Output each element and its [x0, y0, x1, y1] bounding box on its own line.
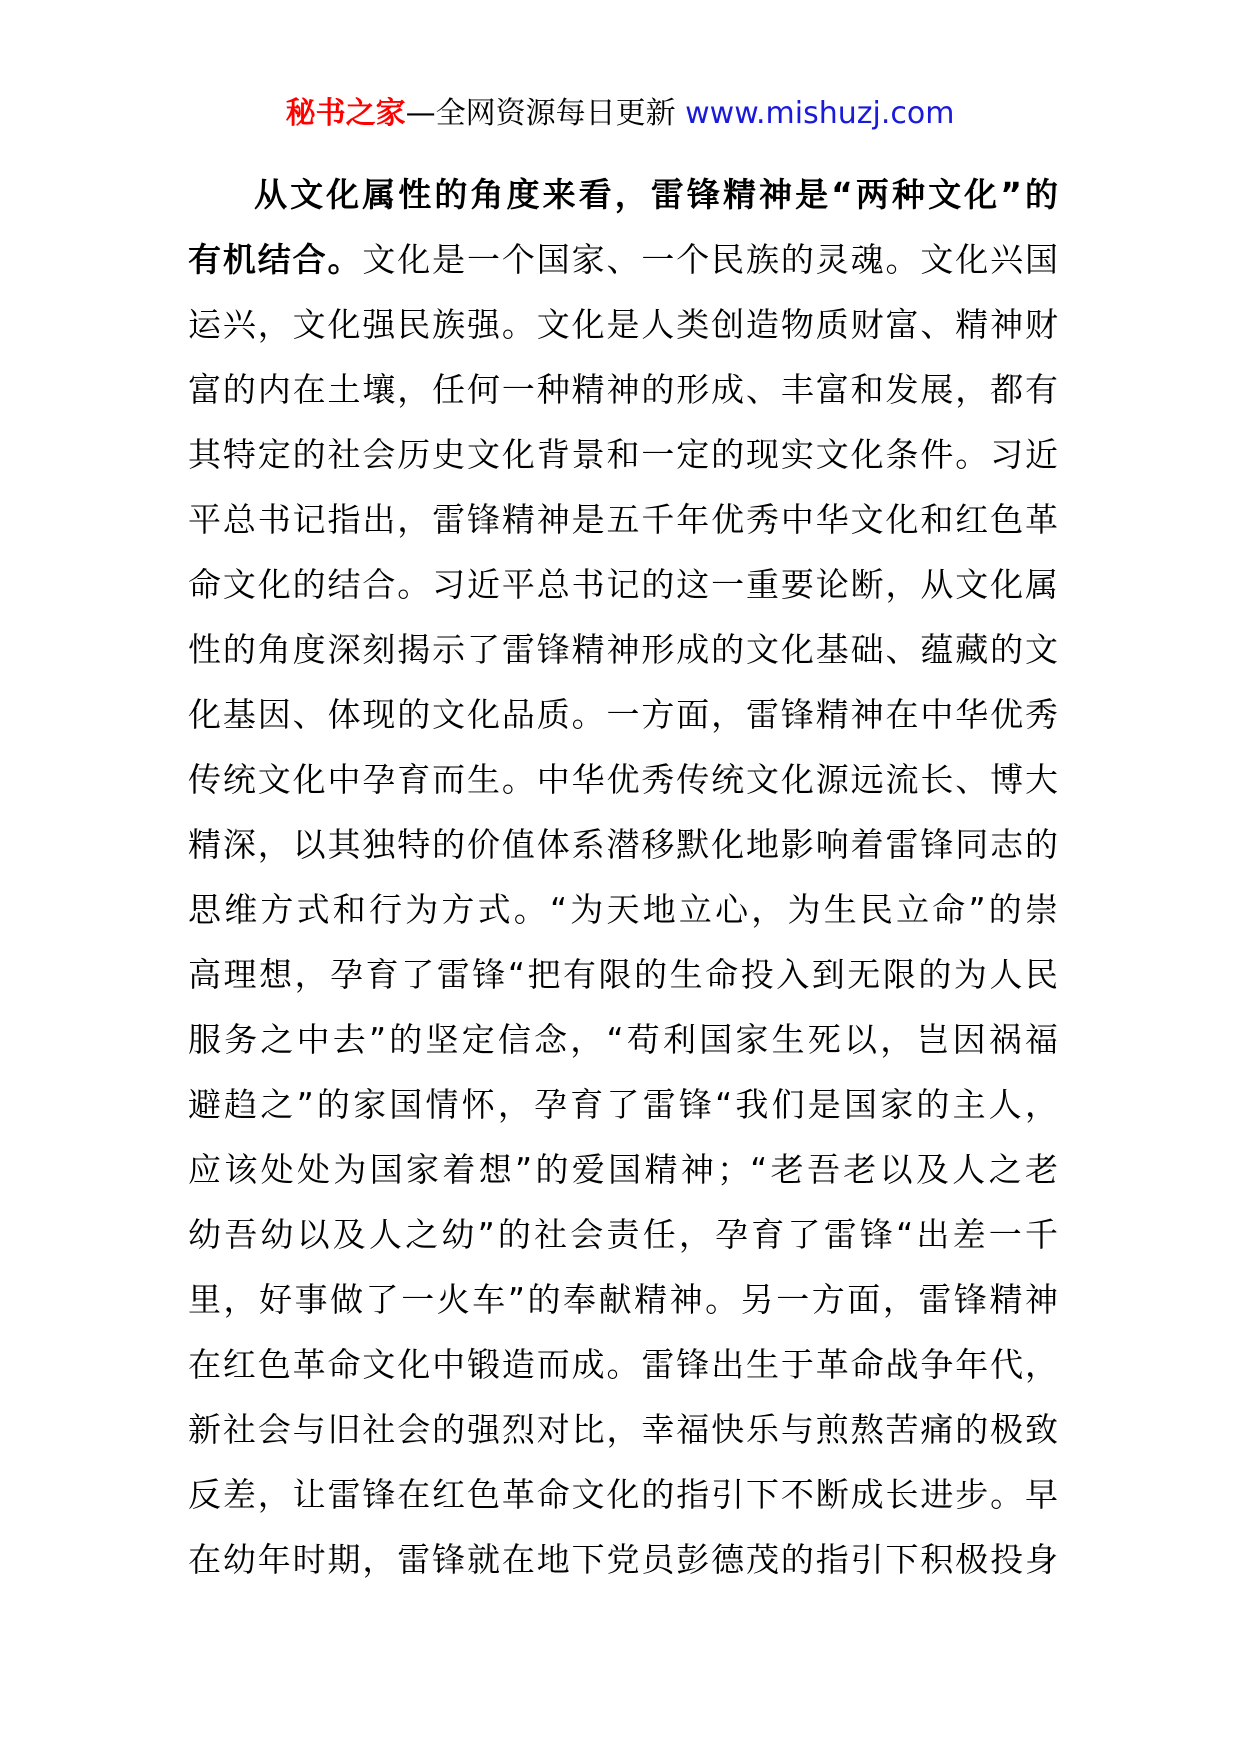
paragraph-line: 应该处处为国家着想”的爱国精神；“老吾老以及人之老 [188, 1150, 1058, 1189]
paragraph-line: 精深，以其独特的价值体系潜移默化地影响着雷锋同志的 [188, 825, 1058, 864]
paragraph-line: 富的内在土壤，任何一种精神的形成、丰富和发展，都有 [188, 370, 1058, 409]
paragraph-line [188, 227, 1058, 292]
watermark-header [0, 94, 1240, 134]
site-brand: 秘书之家 [285, 96, 406, 131]
paragraph-line: 运兴，文化强民族强。文化是人类创造物质财富、精神财 [188, 305, 1058, 344]
paragraph-line: 平总书记指出，雷锋精神是五千年优秀中华文化和红色革 [188, 500, 1058, 539]
paragraph-line-text: 文化是一个国家、一个民族的灵魂。文化兴国 [362, 240, 1058, 279]
paragraph-lead-end: 有机结合。 [188, 240, 363, 279]
paragraph-line: 在红色革命文化中锻造而成。雷锋出生于革命战争年代， [188, 1345, 1058, 1384]
paragraph-line: 幼吾幼以及人之幼”的社会责任，孕育了雷锋“出差一千 [188, 1215, 1058, 1254]
paragraph-line: 思维方式和行为方式。“为天地立心，为生民立命”的崇 [188, 890, 1058, 929]
paragraph-line: 传统文化中孕育而生。中华优秀传统文化源远流长、博大 [188, 760, 1058, 799]
paragraph-line: 性的角度深刻揭示了雷锋精神形成的文化基础、蕴藏的文 [188, 630, 1058, 669]
paragraph-line: 里，好事做了一火车”的奉献精神。另一方面，雷锋精神 [188, 1280, 1058, 1319]
paragraph-line: 避趋之”的家国情怀，孕育了雷锋“我们是国家的主人， [188, 1085, 1058, 1124]
paragraph-line: 服务之中去”的坚定信念，“苟利国家生死以，岂因祸福 [188, 1020, 1058, 1059]
paragraph-lead-line: 从文化属性的角度来看，雷锋精神是“两种文化”的 [254, 175, 1058, 214]
paragraph-line: 高理想，孕育了雷锋“把有限的生命投入到无限的为人民 [188, 955, 1058, 994]
paragraph-line: 其特定的社会历史文化背景和一定的现实文化条件。习近 [188, 435, 1058, 474]
paragraph-line: 在幼年时期，雷锋就在地下党员彭德茂的指引下积极投身 [188, 1540, 1058, 1579]
paragraph-line: 化基因、体现的文化品质。一方面，雷锋精神在中华优秀 [188, 695, 1058, 734]
paragraph-line: 新社会与旧社会的强烈对比，幸福快乐与煎熬苦痛的极致 [188, 1410, 1058, 1449]
document-body [188, 162, 1058, 1592]
site-tagline: —全网资源每日更新 [405, 96, 686, 131]
paragraph-line: 命文化的结合。习近平总书记的这一重要论断，从文化属 [188, 565, 1058, 604]
site-url-link[interactable]: www.mishuzj.com [685, 96, 955, 131]
paragraph-line: 反差，让雷锋在红色革命文化的指引下不断成长进步。早 [188, 1475, 1058, 1514]
